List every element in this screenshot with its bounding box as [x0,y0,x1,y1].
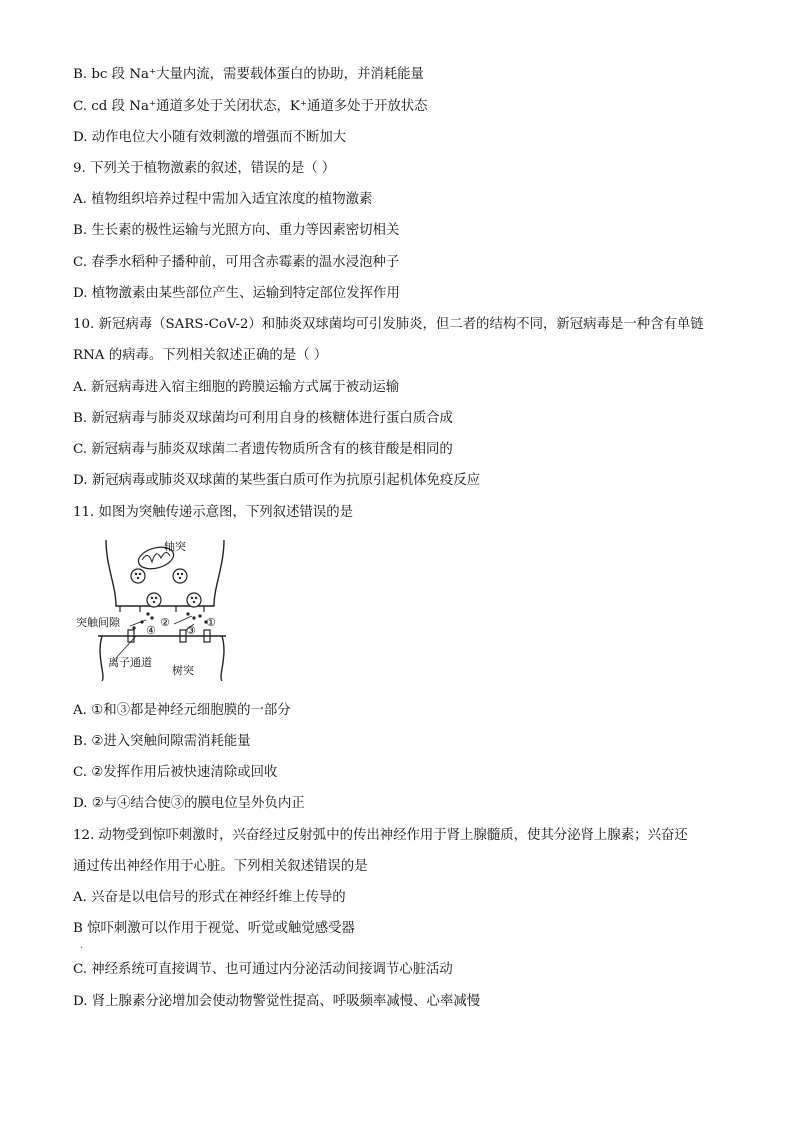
vesicle [173,569,187,583]
option-12b: B 惊吓刺激可以作用于视觉、听觉或触觉感受器 [73,921,355,936]
option-10b: B. 新冠病毒与肺炎双球菌均可利用自身的核糖体进行蛋白质合成 [73,411,453,426]
option-10a: A. 新冠病毒进入宿主细胞的跨膜运输方式属于被动运输 [73,380,400,395]
question-11: 11. 如图为突触传递示意图，下列叙述错误的是 [73,505,353,520]
stray-mark: · [80,943,84,954]
option-8c: C. cd 段 Na⁺通道多处于关闭状态，K⁺通道多处于开放状态 [73,99,428,114]
option-12d: D. 肾上腺素分泌增加会使动物警觉性提高、呼吸频率减慢、心率减慢 [73,994,481,1009]
marker-2: ② [160,616,170,629]
option-11b: B. ②进入突触间隙需消耗能量 [73,734,251,749]
option-9d: D. 植物激素由某些部位产生、运输到特定部位发挥作用 [73,286,400,301]
option-8d: D. 动作电位大小随有效刺激的增强而不断加大 [73,130,347,145]
question-12-line1: 12. 动物受到惊吓刺激时，兴奋经过反射弧中的传出神经作用于肾上腺髓质，使其分泌肾上腺素；兴奋还 [73,828,688,843]
question-10-line1: 10. 新冠病毒（SARS-CoV-2）和肺炎双球菌均可引发肺炎，但二者的结构不同，新冠病毒是一种含有单链 [73,317,704,332]
marker-1: ① [206,616,216,629]
option-11a: A. ①和③都是神经元细胞膜的一部分 [73,703,291,718]
label-ion-channel: 离子通道 [108,656,152,669]
option-11c: C. ②发挥作用后被快速清除或回收 [73,765,278,780]
option-9c: C. 春季水稻种子播种前，可用含赤霉素的温水浸泡种子 [73,255,400,270]
marker-4: ④ [146,624,156,637]
option-10d: D. 新冠病毒或肺炎双球菌的某些蛋白质可作为抗原引起机体免疫反应 [73,473,481,488]
question-10-line2: RNA 的病毒。下列相关叙述正确的是（ ） [73,348,328,363]
question-9: 9. 下列关于植物激素的叙述，错误的是（ ） [73,161,336,176]
synapse-diagram [76,536,236,681]
option-10c: C. 新冠病毒与肺炎双球菌二者遗传物质所含有的核苷酸是相同的 [73,442,453,457]
vesicle [187,593,201,607]
label-synaptic-cleft: 突触间隙 [76,616,120,629]
vesicle [147,593,161,607]
label-axon: 轴突 [164,540,186,553]
marker-3: ③ [186,624,196,637]
option-9b: B. 生长素的极性运输与光照方向、重力等因素密切相关 [73,223,400,238]
option-9a: A. 植物组织培养过程中需加入适宜浓度的植物激素 [73,192,373,207]
vesicle [131,569,145,583]
label-dendrite: 树突 [172,664,194,677]
question-12-line2: 通过传出神经作用于心脏。下列相关叙述错误的是 [73,859,368,874]
option-12c: C. 神经系统可直接调节、也可通过内分泌活动间接调节心脏活动 [73,962,453,977]
option-11d: D. ②与④结合使③的膜电位呈外负内正 [73,796,305,811]
option-12a: A. 兴奋是以电信号的形式在神经纤维上传导的 [73,890,346,905]
option-8b: B. bc 段 Na⁺大量内流，需要载体蛋白的协助，并消耗能量 [73,67,424,82]
